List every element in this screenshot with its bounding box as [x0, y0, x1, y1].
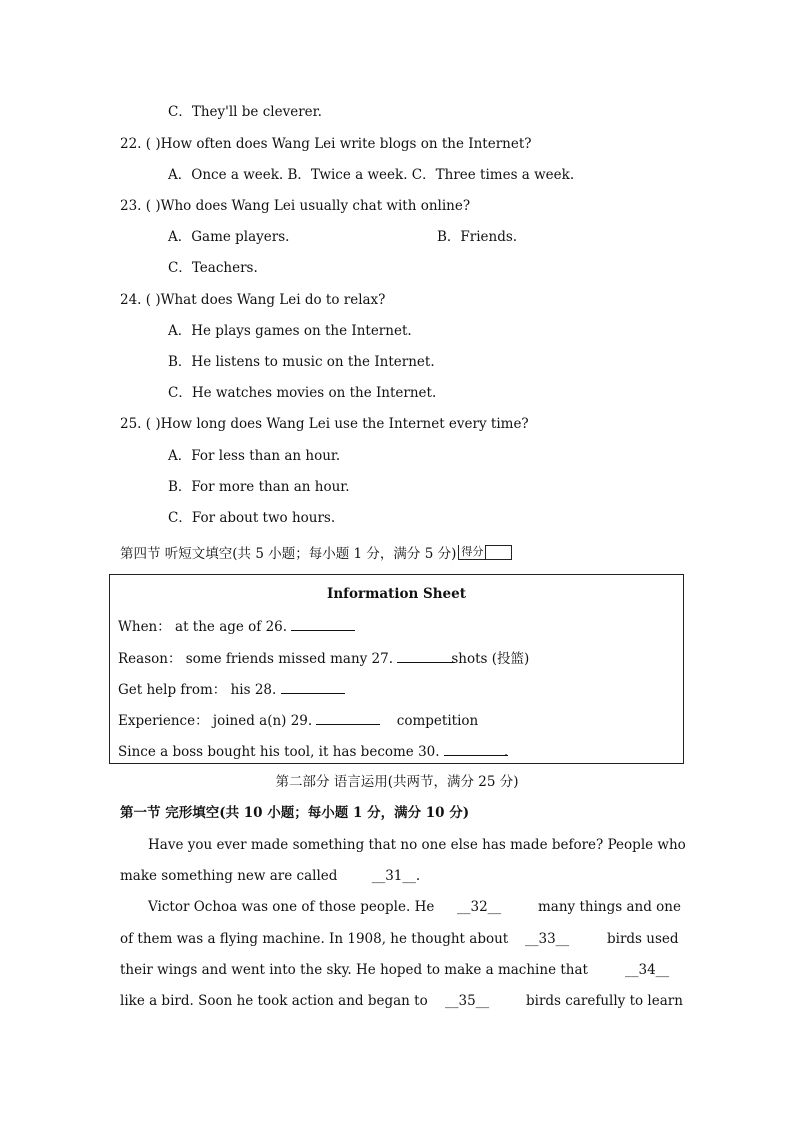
blank-30[interactable]: [444, 741, 508, 756]
info-experience: [118, 710, 478, 730]
info-experience-label: Experience： joined a(n) 29.: [118, 713, 313, 729]
q25-stem: 25. ( )How long does Wang Lei use the Internet every time?: [120, 416, 529, 432]
passage-line-1: Have you ever made something that no one else has made before? People who: [148, 837, 686, 853]
q23-option-c: C．Teachers.: [168, 260, 258, 276]
q23-option-a: A．Game players.: [168, 229, 290, 245]
info-when-label: When： at the age of 26.: [118, 619, 288, 635]
blank-26[interactable]: [291, 616, 355, 631]
section4-heading: [120, 545, 512, 563]
info-sheet-title: Information Sheet: [327, 586, 466, 602]
info-help-label: Get help from： his 28.: [118, 682, 277, 698]
passage-text: of them was a flying machine. In 1908, he thought about: [120, 931, 509, 947]
q25-option-a: A．For less than an hour.: [168, 448, 341, 464]
q24-option-b: B．He listens to music on the Internet.: [168, 354, 435, 370]
part2-title: 第二部分 语言运用(共两节，满分 25 分): [275, 774, 519, 790]
blank-28[interactable]: [281, 679, 345, 694]
passage-text: many things and one: [538, 899, 681, 915]
passage-line-5: [120, 961, 672, 979]
blank-31[interactable]: __31__.: [371, 868, 421, 884]
q25-option-c: C．For about two hours.: [168, 510, 336, 526]
section4-title: 第四节 听短文填空(共 5 小题；每小题 1 分，满分 5 分): [120, 546, 457, 562]
q23-option-b: B．Friends.: [437, 229, 518, 245]
passage-text: make something new are called: [120, 868, 338, 884]
passage-text: like a bird. Soon he took action and began to: [120, 993, 428, 1009]
passage-line-3: [148, 898, 700, 916]
info-experience-suffix: competition: [396, 713, 479, 729]
section1-title: [120, 804, 469, 822]
blank-29[interactable]: [316, 710, 380, 725]
blank-34[interactable]: __34__: [625, 962, 670, 978]
score-label: 得分: [459, 545, 486, 559]
passage-text: Victor Ochoa was one of those people. He: [148, 899, 435, 915]
q22-stem: 22. ( )How often does Wang Lei write blogs on the Internet?: [120, 136, 532, 152]
q25-option-b: B．For more than an hour.: [168, 479, 350, 495]
q24-stem: 24. ( )What does Wang Lei do to relax?: [120, 292, 386, 308]
info-reason-suffix: shots (投篮): [451, 651, 530, 667]
info-help: [118, 679, 345, 699]
section1-title-text: 第一节 完形填空(共 10 小题；每小题 1 分，满分 10 分): [120, 805, 470, 821]
passage-line-2: [120, 867, 672, 885]
information-sheet: [109, 574, 684, 764]
passage-text: their wings and went into the sky. He hoped to make a machine that: [120, 962, 588, 978]
passage-text: birds carefully to learn: [526, 993, 683, 1009]
score-box: [458, 545, 512, 560]
info-reason: [118, 648, 529, 668]
q22-options: A．Once a week. B．Twice a week. C．Three times a week.: [168, 167, 575, 183]
blank-32[interactable]: __32__: [457, 899, 502, 915]
q21-option-c: C．They'll be cleverer.: [168, 104, 322, 120]
info-since: [118, 741, 508, 761]
q24-option-a: A．He plays games on the Internet.: [168, 323, 412, 339]
info-when: [118, 616, 355, 636]
blank-35[interactable]: __35__: [445, 993, 490, 1009]
passage-text: birds used: [607, 931, 679, 947]
info-since-label: Since a boss bought his tool, it has become 30.: [118, 744, 440, 760]
info-reason-label: Reason： some friends missed many 27.: [118, 651, 394, 667]
blank-27[interactable]: [397, 648, 455, 663]
q24-option-c: C．He watches movies on the Internet.: [168, 385, 437, 401]
passage-line-4: [120, 930, 679, 948]
passage-line-6: [120, 992, 683, 1010]
blank-33[interactable]: __33__: [525, 931, 570, 947]
q23-stem: 23. ( )Who does Wang Lei usually chat with online?: [120, 198, 471, 214]
info-since-end: .: [503, 744, 509, 760]
